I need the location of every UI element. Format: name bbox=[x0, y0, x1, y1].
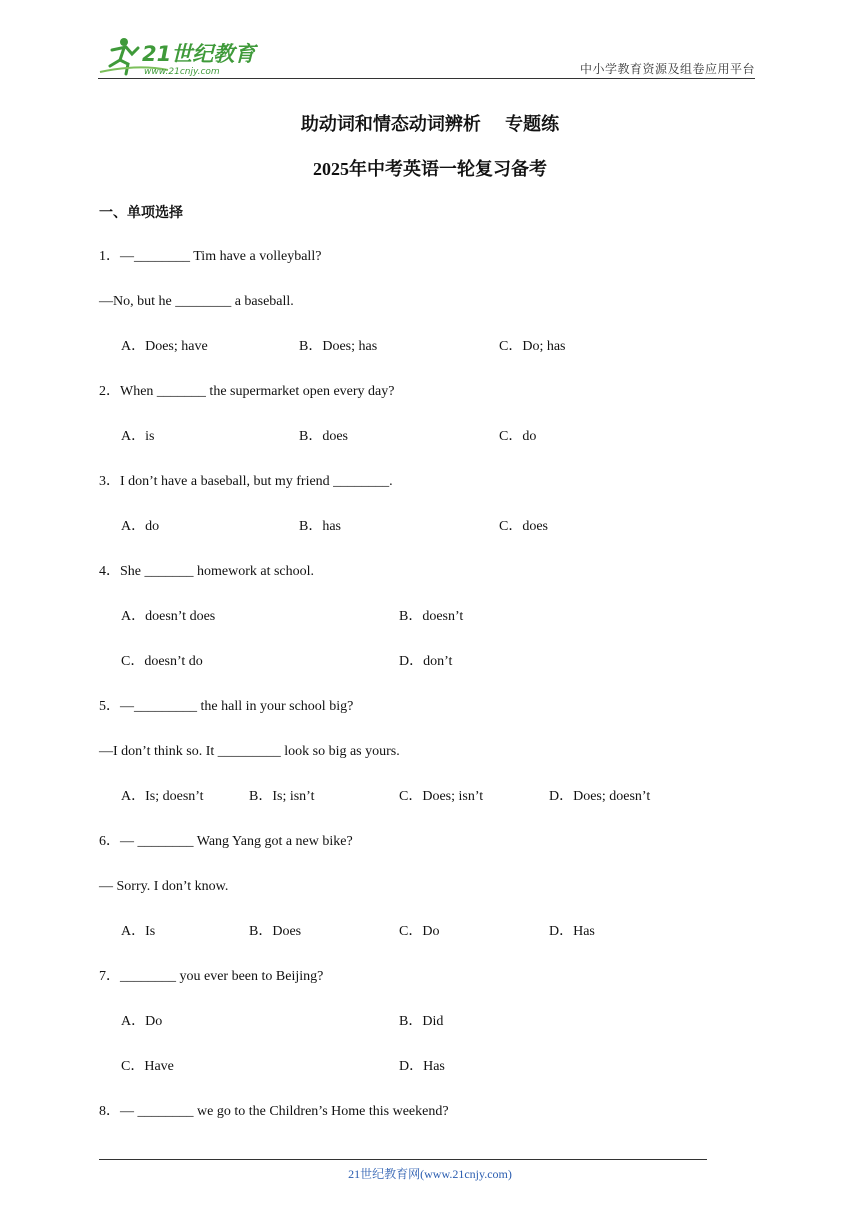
question-6-line-2: — Sorry. I don’t know. bbox=[99, 879, 229, 894]
question-1-line-2: —No, but he ________ a baseball. bbox=[99, 294, 294, 309]
logo-url: www.21cnjy.com bbox=[144, 67, 220, 77]
question-2-option-b[interactable]: B．does bbox=[299, 429, 348, 444]
question-5-option-b[interactable]: B．Is; isn’t bbox=[249, 789, 315, 804]
question-6-option-a[interactable]: A．Is bbox=[121, 924, 156, 939]
question-2-stem: 2．When _______ the supermarket open every day? bbox=[99, 384, 395, 399]
question-7-option-b[interactable]: B．Did bbox=[399, 1014, 444, 1029]
question-3-stem: 3．I don’t have a baseball, but my friend ________. bbox=[99, 474, 393, 489]
question-4-option-a[interactable]: A．doesn’t does bbox=[121, 609, 216, 624]
question-5-option-c[interactable]: C．Does; isn’t bbox=[399, 789, 484, 804]
question-7-option-a[interactable]: A．Do bbox=[121, 1014, 163, 1029]
page-header bbox=[98, 34, 755, 80]
document-title: 助动词和情态动词辨析 专题练 bbox=[300, 114, 560, 135]
question-5-option-d[interactable]: D．Does; doesn’t bbox=[549, 789, 651, 804]
question-4-option-b[interactable]: B．doesn’t bbox=[399, 609, 464, 624]
question-2-option-a[interactable]: A．is bbox=[121, 429, 155, 444]
platform-name: 中小学教育资源及组卷应用平台 bbox=[579, 62, 755, 76]
footer-divider bbox=[99, 1159, 707, 1160]
question-3-option-c[interactable]: C．does bbox=[499, 519, 548, 534]
question-7-option-c[interactable]: C．Have bbox=[121, 1059, 174, 1074]
question-6-option-c[interactable]: C．Do bbox=[399, 924, 440, 939]
question-1-option-a[interactable]: A．Does; have bbox=[121, 339, 208, 354]
question-4-option-d[interactable]: D．don’t bbox=[399, 654, 453, 669]
document-subtitle: 2025年中考英语一轮复习备考 bbox=[313, 159, 547, 179]
question-1-option-c[interactable]: C．Do; has bbox=[499, 339, 566, 354]
question-1-option-b[interactable]: B．Does; has bbox=[299, 339, 378, 354]
question-5-stem: 5．—_________ the hall in your school big? bbox=[99, 699, 354, 714]
question-4-option-c[interactable]: C．doesn’t do bbox=[121, 654, 203, 669]
question-3-option-b[interactable]: B．has bbox=[299, 519, 341, 534]
logo bbox=[98, 34, 258, 78]
question-6-stem: 6．— ________ Wang Yang got a new bike? bbox=[99, 834, 353, 849]
question-5-option-a[interactable]: A．Is; doesn’t bbox=[121, 789, 204, 804]
header-divider bbox=[98, 78, 755, 79]
footer-link[interactable]: 21世纪教育网(www.21cnjy.com) bbox=[348, 1167, 512, 1181]
logo-text: 21世纪教育 bbox=[142, 42, 256, 66]
question-5-line-2: —I don’t think so. It _________ look so big as yours. bbox=[99, 744, 400, 759]
question-7-option-d[interactable]: D．Has bbox=[399, 1059, 445, 1074]
section-heading: 一、单项选择 bbox=[99, 205, 183, 221]
question-2-option-c[interactable]: C．do bbox=[499, 429, 537, 444]
question-3-option-a[interactable]: A．do bbox=[121, 519, 160, 534]
question-6-option-d[interactable]: D．Has bbox=[549, 924, 595, 939]
question-6-option-b[interactable]: B．Does bbox=[249, 924, 302, 939]
question-8-stem: 8．— ________ we go to the Children’s Home this weekend? bbox=[99, 1104, 449, 1119]
logo-graphic bbox=[98, 34, 258, 78]
question-1-stem: 1．—________ Tim have a volleyball? bbox=[99, 249, 322, 264]
question-7-stem: 7．________ you ever been to Beijing? bbox=[99, 969, 324, 984]
question-4-stem: 4．She _______ homework at school. bbox=[99, 564, 315, 579]
